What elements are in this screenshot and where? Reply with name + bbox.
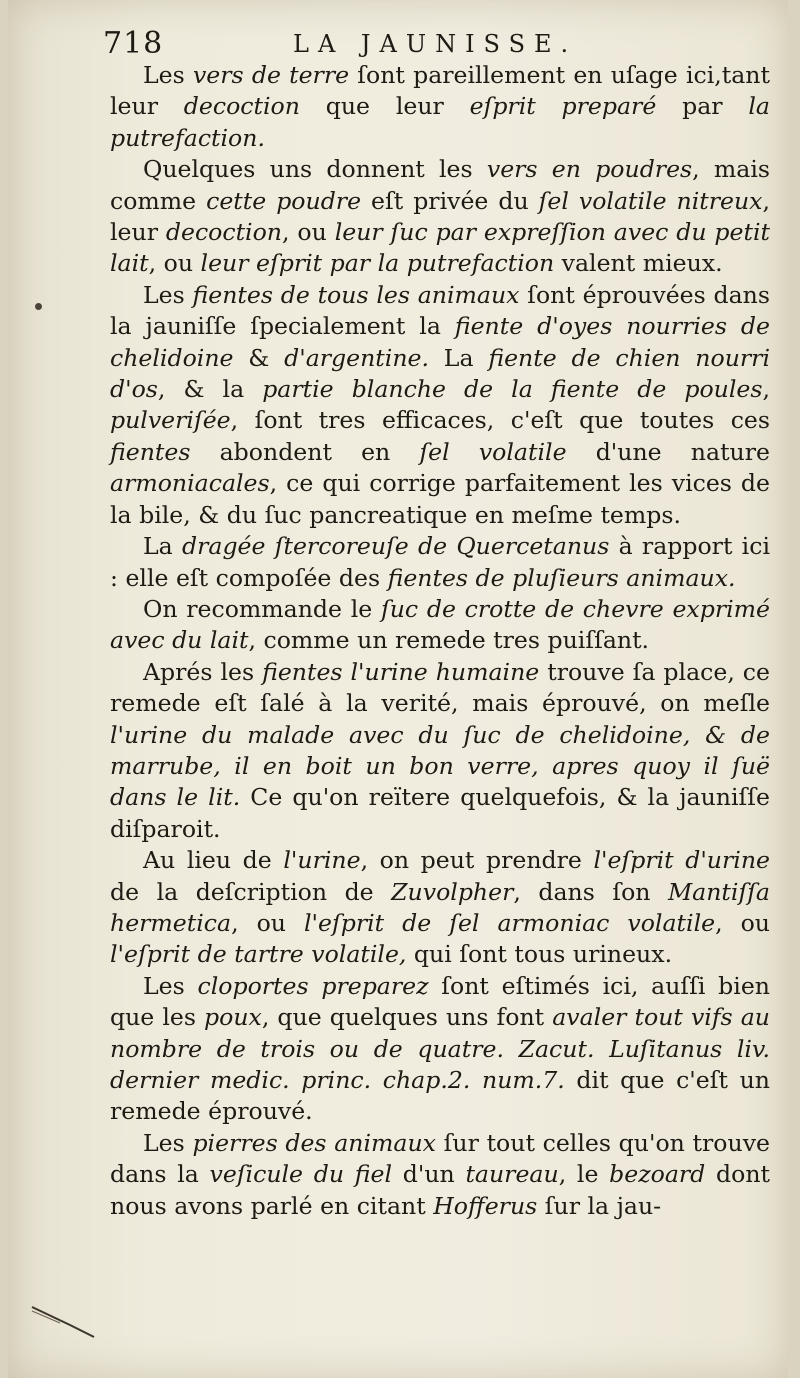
text-run: , ou: [282, 218, 335, 247]
italic-text-run: veſicule du fiel: [209, 1160, 393, 1189]
text-run: Ce qu'on reïtere quelquefois, & la jauniſſe diſparoit.: [110, 783, 770, 843]
text-run: ſur la jau-: [537, 1191, 662, 1220]
paragraph: [110, 1128, 770, 1222]
text-run: d'une nature: [566, 437, 770, 466]
italic-text-run: Hofferus: [433, 1191, 538, 1220]
italic-text-run: vers de terre: [192, 61, 350, 89]
italic-text-run: Mantiſſa hermetica: [110, 877, 770, 937]
text-run: , ou: [231, 908, 304, 937]
italic-text-run: armoniacales: [110, 469, 270, 498]
italic-text-run: fientes: [110, 437, 191, 466]
italic-text-run: poux: [204, 1003, 262, 1032]
italic-text-run: cette poudre: [206, 186, 362, 215]
italic-text-run: cloportes preparez: [197, 971, 429, 1000]
text-run: , le: [558, 1160, 610, 1189]
text-run: eſt privée du: [361, 186, 539, 215]
text-run: Les: [143, 1128, 193, 1157]
italic-text-run: l'eſprit de ſel armoniac volatile: [304, 908, 716, 937]
text-run: trouve ſa place, ce remede eſt ſalé à la verité, mais éprouvé, on meſle: [110, 657, 770, 718]
italic-text-run: ſel volatile nitreux: [538, 186, 763, 215]
text-run: abondent en: [190, 437, 420, 466]
italic-text-run: pulveriſée: [110, 406, 231, 435]
book-page: [8, 0, 788, 1378]
italic-text-run: fiente d'oyes nourries de chelidoine: [110, 312, 770, 372]
italic-text-run: ſuc de crotte de chevre exprimé avec du lait: [110, 594, 771, 655]
italic-text-run: bezoard: [609, 1160, 706, 1189]
text-run: , mais comme: [110, 155, 770, 215]
italic-text-run: fientes l'urine humaine: [262, 657, 540, 686]
text-run: , ſont tres efficaces, c'eſt que toutes ces: [230, 406, 770, 435]
text-run: dit que c'eſt un remede éprouvé.: [110, 1066, 770, 1126]
text-run: &: [233, 343, 285, 372]
text-run: , leur: [110, 186, 770, 247]
paragraph: [110, 657, 770, 845]
paragraph: [110, 531, 770, 594]
text-run: , comme un remede tres puiſſant.: [248, 626, 650, 655]
italic-text-run: eſprit preparé: [469, 92, 657, 121]
paragraph: [110, 154, 770, 280]
text-run: , on peut prendre: [360, 846, 594, 875]
text-run: ſont éprouvées dans la jauniſſe ſpecialement la: [110, 280, 770, 341]
paragraph: [110, 594, 770, 657]
text-run: Au lieu de: [143, 846, 284, 875]
text-run: , & la: [157, 375, 263, 404]
page-number: 718: [103, 26, 164, 61]
text-run: La: [143, 532, 182, 561]
italic-text-run: la putrefaction.: [110, 92, 770, 152]
italic-text-run: leur eſprit par la putrefaction: [200, 249, 555, 278]
italic-text-run: l'eſprit d'urine: [593, 846, 770, 875]
page-edge-mark: [30, 1305, 96, 1339]
text-run: On recommande le: [143, 594, 381, 623]
italic-text-run: avaler tout vifs au nombre de trois ou de quatre. Zacut. Luſitanus liv. dernier medic. princ. chap.2. num.7.: [110, 1003, 770, 1094]
italic-text-run: l'urine: [283, 846, 361, 875]
text-run: , ou: [715, 908, 770, 937]
italic-text-run: taureau: [465, 1160, 559, 1189]
paragraph: [110, 280, 770, 531]
text-run: que leur: [299, 92, 470, 121]
italic-text-run: fiente de chien nourri d'os: [110, 343, 770, 404]
running-title: LA JAUNISSE.: [293, 30, 578, 58]
text-run: La: [429, 343, 489, 372]
italic-text-run: vers en poudres: [486, 155, 693, 184]
italic-text-run: leur ſuc par expreſſion avec du petit lait: [110, 218, 771, 278]
text-run: Les: [143, 280, 193, 309]
text-run: dont nous avons parlé en citant: [110, 1160, 770, 1220]
text-run: ſur tout celles qu'on trouve dans la: [110, 1128, 770, 1189]
paragraph: [110, 845, 770, 971]
text-run: ſont eſtimés ici, auſſi bien que les: [110, 971, 770, 1032]
text-run: ſont pareillement en uſage ici,tant leur: [110, 61, 770, 121]
italic-text-run: ſel volatile: [419, 437, 567, 466]
text-run: , dans ſon: [513, 877, 669, 906]
paragraph: [110, 971, 770, 1128]
italic-text-run: l'urine du malade avec du ſuc de chelidoine, & de marrube, il en boit un bon verre, apres quoy il ſuë dans le lit.: [110, 720, 770, 812]
italic-text-run: fientes de tous les animaux: [192, 280, 520, 309]
text-run: de la deſcription de: [110, 877, 392, 906]
italic-text-run: fientes de pluſieurs animaux.: [387, 563, 736, 592]
text-run: , ce qui corrige parfaitement les vices de la bile, & du ſuc pancreatique en meſme temps.: [110, 469, 770, 529]
body-text: [110, 60, 770, 1222]
text-run: valent mieux.: [554, 249, 723, 278]
text-run: Aprés les: [143, 657, 263, 686]
text-run: ,: [762, 375, 770, 404]
text-run: qui ſont tous urineux.: [406, 940, 673, 969]
italic-text-run: decoction: [165, 218, 283, 247]
italic-text-run: decoction: [183, 92, 300, 121]
italic-text-run: d'argentine.: [284, 343, 429, 372]
italic-text-run: pierres des animaux: [192, 1128, 436, 1157]
text-run: Les: [143, 61, 193, 89]
italic-text-run: partie blanche de la fiente de poules: [262, 375, 763, 404]
text-run: Quelques uns donnent les: [143, 155, 487, 184]
italic-text-run: l'eſprit de tartre volatile,: [110, 940, 407, 969]
text-run: , ou: [148, 249, 201, 278]
text-run: par: [656, 92, 749, 121]
italic-text-run: Zuvolpher: [391, 877, 514, 906]
italic-text-run: dragée ſtercoreuſe de Quercetanus: [182, 532, 610, 561]
text-run: d'un: [392, 1160, 466, 1189]
text-run: à rapport ici : elle eſt compoſée des: [110, 532, 770, 592]
paragraph: [110, 60, 770, 154]
text-run: Les: [143, 971, 198, 1000]
ink-blot-mark: [35, 303, 42, 310]
text-run: , que quelques uns font: [261, 1003, 553, 1032]
